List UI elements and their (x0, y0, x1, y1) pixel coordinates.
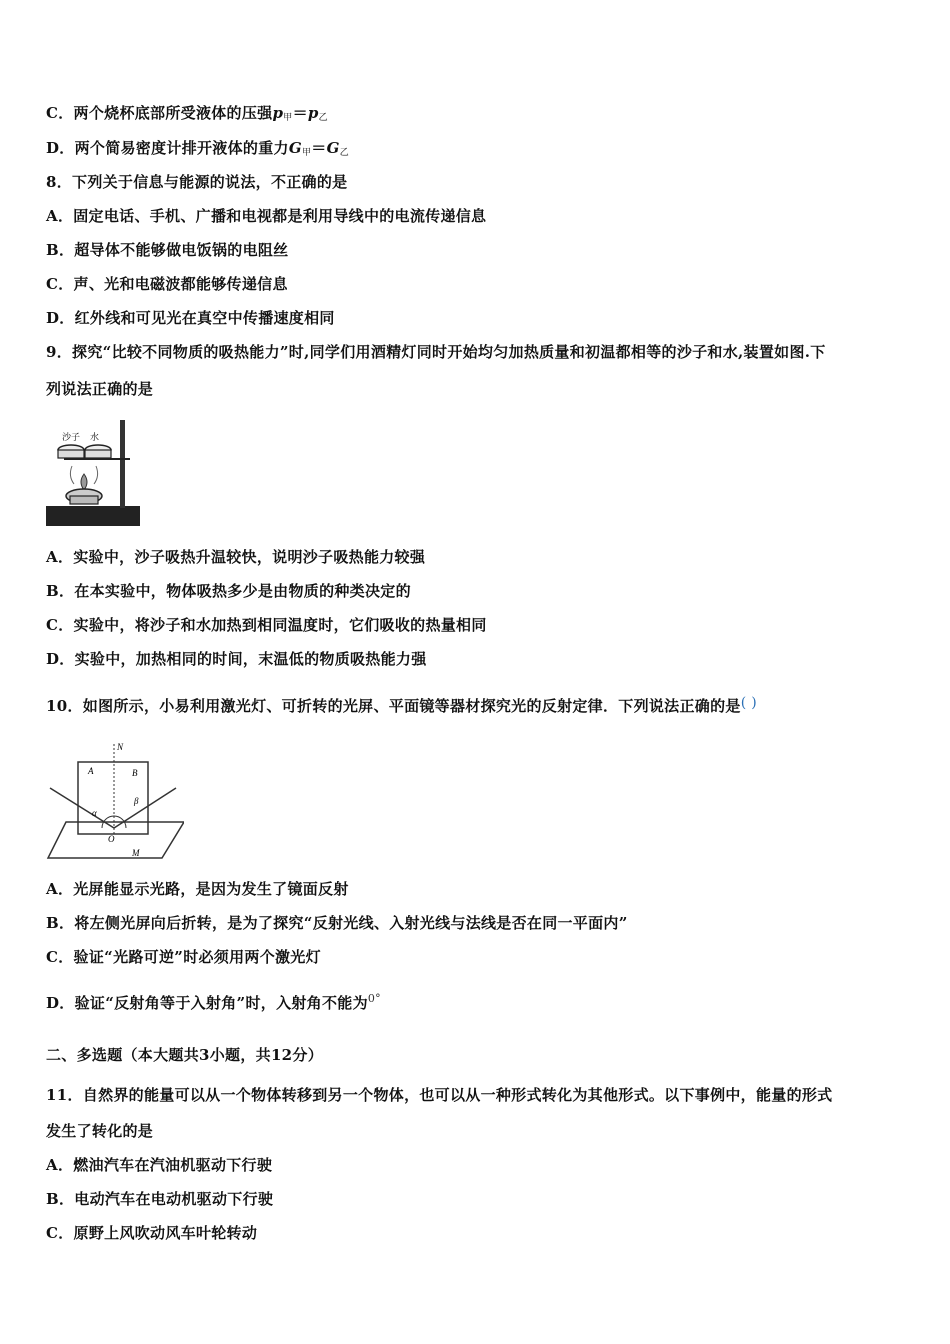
q9-option-a: A．实验中，沙子吸热升温较快，说明沙子吸热能力较强 (46, 548, 426, 566)
q8-option-b: B．超导体不能够做电饭锅的电阻丝 (46, 241, 289, 259)
q10-option-d: D．验证“反射角等于入射角”时，入射角不能为$^{0^\circ}$ (46, 992, 381, 1012)
svg-text:β: β (134, 796, 139, 806)
q10-option-c: C．验证“光路可逆”时必须用两个激光灯 (46, 948, 321, 966)
q9-option-c: C．实验中，将沙子和水加热到相同温度时，它们吸收的热量相同 (46, 616, 487, 634)
q9-stem-line1: 9．探究“比较不同物质的吸热能力”时,同学们用酒精灯同时开始均匀加热质量和初温都相等的沙子和水,装置如图.下 (46, 343, 826, 361)
q8-stem: 8．下列关于信息与能源的说法，不正确的是 (46, 173, 348, 191)
q9-option-b: B．在本实验中，物体吸热多少是由物质的种类决定的 (46, 582, 411, 600)
label-water: 水 (90, 432, 100, 442)
flame-icon (81, 474, 87, 490)
q10-light-reflection-figure (44, 738, 184, 862)
svg-text:M: M (132, 848, 140, 858)
q9-stem-line2: 列说法正确的是 (46, 380, 154, 398)
q8-option-c: C．声、光和电磁波都能够传递信息 (46, 275, 288, 293)
q7-option-c: C．两个烧杯底部所受液体的压强$p_甲=p_乙$ (46, 104, 328, 123)
q7-option-d: D．两个简易密度计排开液体的重力$G_甲=G_乙$ (46, 139, 349, 158)
q10-stem: 10．如图所示，小易利用激光灯、可折转的光屏、平面镜等器材探究光的反射定律．下列说法正确的是( ) (46, 695, 757, 715)
q10-option-a: A．光屏能显示光路，是因为发生了镜面反射 (46, 880, 349, 898)
apparatus-base (46, 506, 140, 526)
label-sand: 沙子 (62, 432, 81, 442)
section-heading-multiple-choice: 二、多选题（本大题共3小题，共12分） (46, 1046, 324, 1064)
svg-text:A: A (88, 766, 94, 776)
answer-paren: ( ) (740, 695, 757, 711)
q11-stem-line2: 发生了转化的是 (46, 1122, 154, 1140)
svg-text:N: N (117, 742, 124, 752)
q8-option-d: D．红外线和可见光在真空中传播速度相同 (46, 309, 335, 327)
q11-option-a: A．燃油汽车在汽油机驱动下行驶 (46, 1156, 273, 1174)
q11-option-c: C．原野上风吹动风车叶轮转动 (46, 1224, 258, 1242)
svg-text:α: α (92, 808, 97, 818)
q10-option-b: B．将左侧光屏向后折转，是为了探究“反射光线、入射光线与法线是否在同一平面内” (46, 914, 628, 932)
q11-stem-line1: 11．自然界的能量可以从一个物体转移到另一个物体，也可以从一种形式转化为其他形式。以下事例中，能量的形式 (46, 1086, 833, 1104)
svg-text:O: O (108, 834, 115, 844)
q9-option-d: D．实验中，加热相同的时间，末温低的物质吸热能力强 (46, 650, 427, 668)
q8-option-a: A．固定电话、手机、广播和电视都是利用导线中的电流传递信息 (46, 207, 487, 225)
svg-text:B: B (132, 768, 138, 778)
q11-option-b: B．电动汽车在电动机驱动下行驶 (46, 1190, 274, 1208)
apparatus-stand-rod (120, 420, 125, 508)
q9-heating-apparatus-figure (44, 418, 144, 530)
